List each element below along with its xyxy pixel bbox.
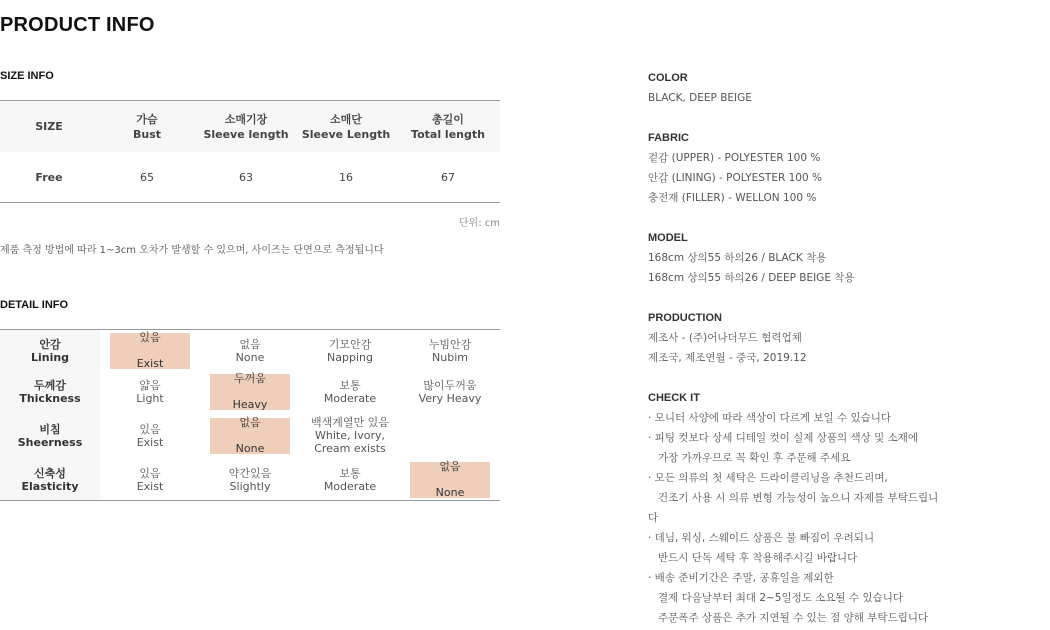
option-ko: 얇음 — [139, 378, 161, 392]
label-en: Thickness — [19, 391, 81, 405]
table-row — [0, 330, 500, 372]
option-en: None — [235, 350, 265, 364]
production-line: 제조사 - (주)어나더무드 협력업체 — [648, 332, 802, 344]
detail-option — [310, 463, 390, 497]
detail-option-cell — [400, 330, 500, 372]
detail-option-cell — [300, 412, 400, 459]
color-section — [648, 70, 1048, 110]
option-ko: 있음 — [139, 331, 161, 344]
check-it-line: 가장 가까우므로 꼭 확인 후 주문해 주세요 — [648, 452, 851, 464]
size-table — [0, 100, 500, 203]
option-ko: 두꺼움 — [234, 372, 266, 385]
table-row — [0, 459, 500, 501]
size-cell: Free — [0, 152, 98, 203]
color-line: BLACK, DEEP BEIGE — [648, 92, 752, 104]
detail-option-cell — [200, 330, 300, 372]
detail-option-selected — [410, 462, 490, 498]
production-section — [648, 310, 1048, 370]
check-it-title: CHECK IT — [648, 392, 700, 404]
label-ko: 두께감 — [34, 378, 66, 392]
production-line: 제조국, 제조연월 - 중국, 2019.12 — [648, 352, 807, 364]
option-en: Exist — [136, 435, 164, 449]
check-it-line: 결제 다음날부터 최대 2~5일정도 소요될 수 있습니다 — [648, 592, 904, 604]
detail-option-selected — [210, 374, 290, 410]
fabric-title: FABRIC — [648, 132, 689, 144]
check-it-line: 건조기 사용 시 의류 변형 가능성이 높으니 자제를 부탁드립니 — [648, 492, 939, 504]
header-ko: SIZE — [35, 120, 63, 133]
detail-label — [0, 459, 100, 501]
option-en: None — [435, 486, 465, 499]
table-row — [0, 412, 500, 459]
model-title: MODEL — [648, 232, 688, 244]
fabric-line: 충전재 (FILLER) - WELLON 100 % — [648, 192, 817, 204]
option-en: Very Heavy — [418, 391, 482, 405]
header-ko: 소매단 — [330, 112, 362, 126]
detail-option-cell — [200, 371, 300, 412]
size-header-size — [0, 101, 98, 153]
detail-label — [0, 412, 100, 459]
header-ko: 가슴 — [136, 112, 158, 126]
detail-label — [0, 330, 100, 372]
measurement-note: 제품 측정 방법에 따라 1~3cm 오차가 발생할 수 있으며, 사이즈는 단면으로 측정됩니다 — [0, 245, 384, 256]
model-section — [648, 230, 1048, 290]
size-header-sleeve-length — [196, 101, 296, 153]
detail-option-cell — [300, 459, 400, 501]
model-line: 168cm 상의55 하의26 / DEEP BEIGE 착용 — [648, 272, 855, 284]
option-en: Nubim — [432, 350, 468, 364]
option-ko: 기모안감 — [328, 337, 372, 351]
option-ko: 누빔안감 — [428, 337, 472, 351]
detail-option-cell — [200, 412, 300, 459]
check-it-line: · 모든 의류의 첫 세탁은 드라이클리닝을 추천드리며, — [648, 472, 888, 484]
production-title: PRODUCTION — [648, 312, 722, 324]
detail-info-title: DETAIL INFO — [0, 299, 69, 311]
check-it-line: · 피팅 컷보다 상세 디테일 컷이 실제 상품의 색상 및 소재에 — [648, 432, 919, 444]
detail-option — [310, 375, 390, 409]
sleeve-length-cell: 63 — [196, 152, 296, 203]
detail-option-cell — [300, 371, 400, 412]
unit-label: 단위: cm — [458, 218, 500, 229]
option-en: Moderate — [323, 479, 377, 493]
detail-option-cell — [400, 371, 500, 412]
option-ko: 많이두꺼움 — [423, 378, 477, 392]
product-details-column — [648, 70, 1048, 630]
detail-option-selected — [110, 333, 190, 369]
option-ko: 보통 — [339, 378, 361, 392]
size-table-header — [0, 101, 500, 153]
check-it-line: 주문폭주 상품은 추가 지연될 수 있는 점 양해 부탁드립니다 — [648, 612, 929, 624]
detail-option-cell — [100, 412, 200, 459]
bust-cell: 65 — [98, 152, 196, 203]
detail-option — [110, 463, 190, 497]
option-ko: 없음 — [239, 337, 261, 351]
header-en: Sleeve Length — [301, 127, 391, 141]
option-en: Heavy — [232, 398, 268, 411]
option-en: Slightly — [229, 479, 271, 493]
option-en: Moderate — [323, 391, 377, 405]
size-info-title: SIZE INFO — [0, 70, 54, 82]
label-ko: 신축성 — [34, 466, 66, 480]
label-en: Lining — [30, 350, 70, 364]
detail-option-cell — [100, 330, 200, 372]
sleeve-cuff-cell: 16 — [296, 152, 396, 203]
size-header-sleeve-cuff — [296, 101, 396, 153]
detail-option — [210, 334, 290, 368]
label-ko: 비침 — [39, 422, 61, 436]
detail-option — [310, 334, 390, 368]
check-it-section — [648, 390, 1048, 630]
option-en: None — [235, 442, 265, 455]
check-it-line: 반드시 단독 세탁 후 착용해주시길 바랍니다 — [648, 552, 858, 564]
header-ko: 총길이 — [432, 112, 464, 126]
check-it-line: 다 — [648, 512, 659, 524]
page-title: PRODUCT INFO — [0, 14, 155, 36]
detail-option — [310, 412, 390, 459]
label-ko: 안감 — [39, 337, 61, 351]
size-header-total-length — [396, 101, 500, 153]
option-ko: 있음 — [139, 422, 161, 436]
detail-option — [210, 463, 290, 497]
detail-option — [110, 419, 190, 453]
total-length-cell: 67 — [396, 152, 500, 203]
fabric-line: 겉감 (UPPER) - POLYESTER 100 % — [648, 152, 821, 164]
detail-option-cell — [200, 459, 300, 501]
detail-option — [410, 375, 490, 409]
detail-option — [110, 375, 190, 409]
label-en: Sheerness — [17, 435, 83, 449]
header-en: Total length — [411, 127, 485, 141]
option-ko: 있음 — [139, 466, 161, 480]
option-ko: 없음 — [239, 416, 261, 429]
fabric-line: 안감 (LINING) - POLYESTER 100 % — [648, 172, 822, 184]
header-en: Sleeve length — [203, 127, 289, 141]
label-en: Elasticity — [21, 479, 79, 493]
option-ko: 없음 — [439, 460, 461, 473]
option-en: Napping — [327, 350, 373, 364]
check-it-line: · 모니터 사양에 따라 색상이 다르게 보일 수 있습니다 — [648, 412, 892, 424]
size-header-bust — [98, 101, 196, 153]
detail-option-cell — [100, 371, 200, 412]
detail-option — [410, 334, 490, 368]
option-en: Exist — [136, 357, 164, 370]
check-it-line: · 데님, 워싱, 스웨이드 상품은 물 빠짐이 우려되니 — [648, 532, 875, 544]
detail-label — [0, 371, 100, 412]
detail-option-cell — [100, 459, 200, 501]
table-row — [0, 371, 500, 412]
detail-option-cell — [400, 459, 500, 501]
option-en: Cream exists — [314, 442, 386, 455]
color-title: COLOR — [648, 72, 688, 84]
fabric-section — [648, 130, 1048, 210]
table-row — [0, 152, 500, 203]
option-en: Exist — [136, 479, 164, 493]
option-en: White, Ivory, — [315, 429, 385, 442]
check-it-line: · 배송 준비기간은 주말, 공휴일을 제외한 — [648, 572, 834, 584]
option-ko: 백색계열만 있음 — [311, 416, 389, 429]
detail-option-cell — [300, 330, 400, 372]
header-en: Bust — [132, 127, 162, 141]
detail-option-selected — [210, 418, 290, 454]
option-ko: 약간있음 — [228, 466, 272, 480]
header-ko: 소매기장 — [224, 112, 268, 126]
option-en: Light — [136, 391, 164, 405]
option-ko: 보통 — [339, 466, 361, 480]
model-line: 168cm 상의55 하의26 / BLACK 착용 — [648, 252, 827, 264]
detail-table — [0, 329, 500, 501]
detail-option-cell — [400, 412, 500, 459]
